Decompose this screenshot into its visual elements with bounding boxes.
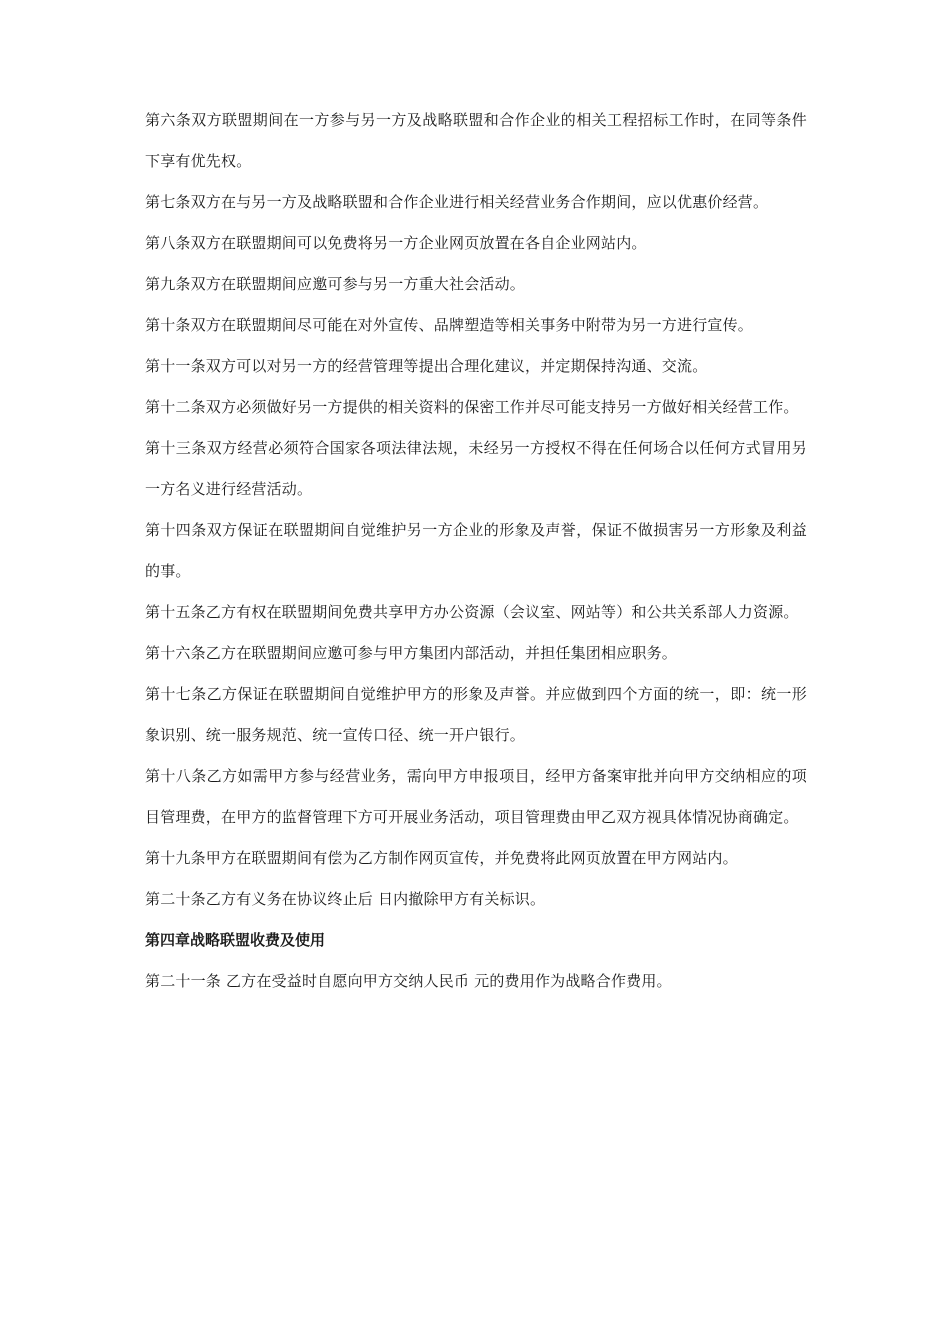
article-18: 第十八条乙方如需甲方参与经营业务，需向甲方申报项目，经甲方备案审批并向甲方交纳相应的项目管理费，在甲方的监督管理下方可开展业务活动，项目管理费由甲乙双方视具体情况协商确定。 (145, 767, 807, 826)
article-19: 第十九条甲方在联盟期间有偿为乙方制作网页宣传，并免费将此网页放置在甲方网站内。 (145, 849, 738, 867)
article-20: 第二十条乙方有义务在协议终止后 日内撤除甲方有关标识。 (145, 890, 546, 908)
article-12: 第十二条双方必须做好另一方提供的相关资料的保密工作并尽可能支持另一方做好相关经营工作。 (145, 398, 799, 416)
article-15: 第十五条乙方有权在联盟期间免费共享甲方办公资源（会议室、网站等）和公共关系部人力资源。 (145, 603, 799, 621)
article-13: 第十三条双方经营必须符合国家各项法律法规，未经另一方授权不得在任何场合以任何方式冒用另一方名义进行经营活动。 (145, 439, 807, 498)
article-11: 第十一条双方可以对另一方的经营管理等提出合理化建议，并定期保持沟通、交流。 (145, 357, 708, 375)
article-9: 第九条双方在联盟期间应邀可参与另一方重大社会活动。 (145, 275, 526, 293)
chapter-heading: 第四章战略联盟收费及使用 (145, 931, 326, 949)
article-21: 第二十一条 乙方在受益时自愿向甲方交纳人民币 元的费用作为战略合作费用。 (145, 972, 672, 990)
article-17: 第十七条乙方保证在联盟期间自觉维护甲方的形象及声誉。并应做到四个方面的统一，即：统一形象识别、统一服务规范、统一宣传口径、统一开户银行。 (145, 685, 807, 744)
article-10: 第十条双方在联盟期间尽可能在对外宣传、品牌塑造等相关事务中附带为另一方进行宣传。 (145, 316, 754, 334)
article-16: 第十六条乙方在联盟期间应邀可参与甲方集团内部活动，并担任集团相应职务。 (145, 644, 678, 662)
article-14: 第十四条双方保证在联盟期间自觉维护另一方企业的形象及声誉，保证不做损害另一方形象及利益的事。 (145, 521, 807, 580)
article-7: 第七条双方在与另一方及战略联盟和合作企业进行相关经营业务合作期间，应以优惠价经营。 (145, 193, 769, 211)
article-8: 第八条双方在联盟期间可以免费将另一方企业网页放置在各自企业网站内。 (145, 234, 647, 252)
article-6: 第六条双方联盟期间在一方参与另一方及战略联盟和合作企业的相关工程招标工作时，在同等条件下享有优先权。 (145, 111, 807, 170)
document-page (145, 100, 807, 1002)
